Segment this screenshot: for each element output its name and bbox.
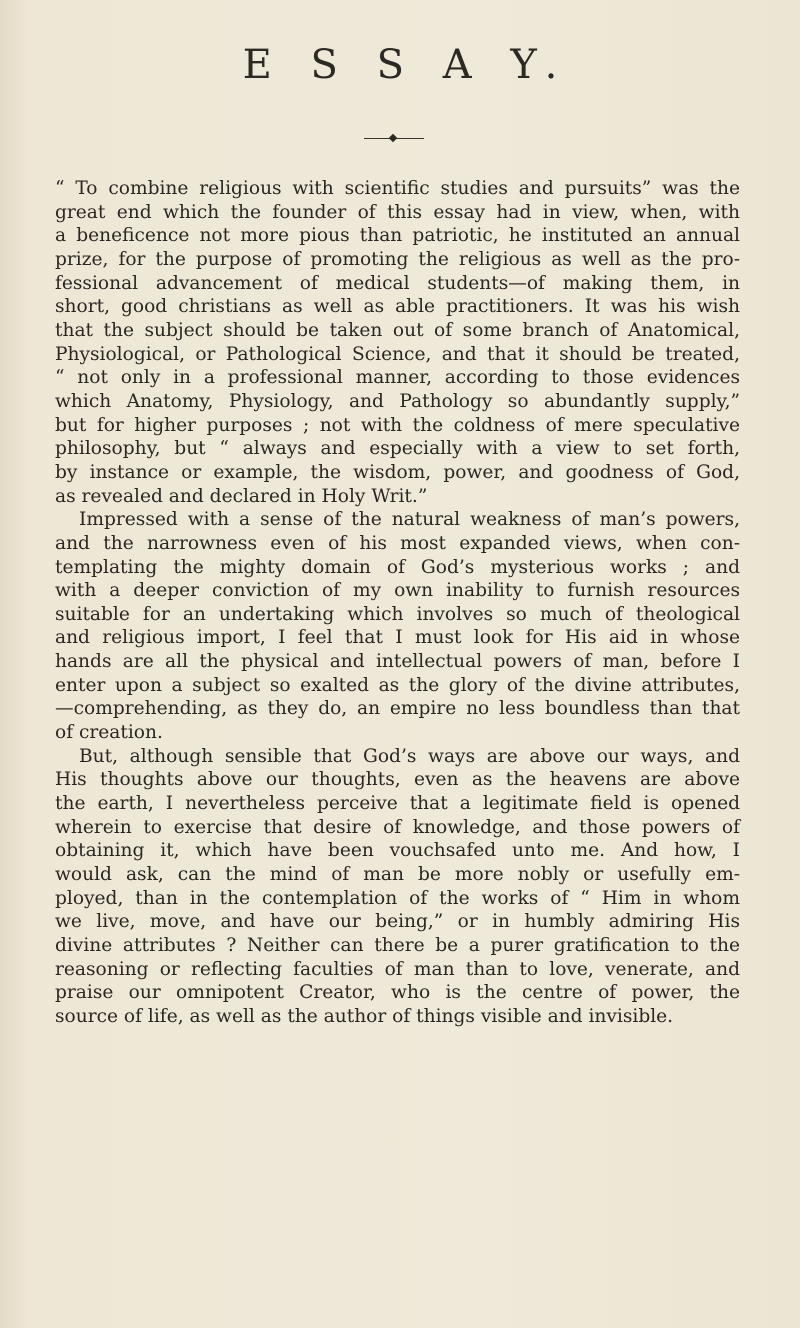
text-line: enter upon a subject so exalted as the glory of the divine attributes,: [55, 674, 740, 696]
title-ornament: [364, 134, 424, 144]
text-line: Physiological, or Pathological Science, and that it should be treated,: [55, 343, 740, 365]
text-line: wherein to exercise that desire of knowledge, and those powers of: [55, 816, 740, 838]
text-line: source of life, as well as the author of things visible and invisible.: [55, 1005, 674, 1027]
text-line: obtaining it, which have been vouchsafed unto me. And how, I: [55, 840, 740, 862]
text-line: praise our omnipotent Creator, who is the centre of power, the: [55, 982, 740, 1004]
text-line: His thoughts above our thoughts, even as the heavens are above: [55, 769, 740, 791]
text-line: a beneficence not more pious than patriotic, he instituted an annual: [55, 225, 740, 247]
text-line: we live, move, and have our being,” or in humbly admiring His: [55, 911, 740, 933]
text-line: hands are all the physical and intellectual powers of man, before I: [55, 651, 740, 673]
text-line: ployed, than in the contemplation of the works of “ Him in whom: [55, 887, 740, 909]
text-line: short, good christians as well as able practitioners. It was his wish: [55, 296, 740, 318]
text-line: that the subject should be taken out of some branch of Anatomical,: [55, 319, 740, 341]
text-line: and the narrowness even of his most expanded views, when con-: [55, 532, 740, 554]
text-line: suitable for an undertaking which involves so much of theological: [55, 603, 740, 625]
text-line: prize, for the purpose of promoting the religious as well as the pro-: [55, 248, 740, 270]
text-line: templating the mighty domain of God’s mysterious works ; and: [55, 556, 740, 578]
page-title: E S S A Y.: [242, 42, 571, 88]
text-line: which Anatomy, Physiology, and Pathology so abundantly supply,”: [55, 390, 740, 412]
text-line: would ask, can the mind of man be more nobly or usefully em-: [55, 864, 740, 886]
text-line: and religious import, I feel that I must look for His aid in whose: [55, 627, 740, 649]
text-line: “ not only in a professional manner, according to those evidences: [55, 367, 740, 389]
text-line: reasoning or reflecting faculties of man than to love, venerate, and: [55, 958, 740, 980]
diamond-icon: [389, 134, 397, 142]
text-line: of creation.: [55, 722, 163, 744]
text-line: but for higher purposes ; not with the coldness of mere speculative: [55, 414, 740, 436]
text-line: the earth, I nevertheless perceive that a legitimate field is opened: [55, 793, 740, 815]
text-line: “ To combine religious with scientific studies and pursuits” was the: [55, 178, 740, 199]
text-line: divine attributes ? Neither can there be a purer gratification to the: [55, 935, 740, 956]
text-line: fessional advancement of medical students—of making them, in: [55, 272, 740, 294]
essay-body: [55, 177, 740, 1029]
text-line: with a deeper conviction of my own inability to furnish resources: [55, 580, 740, 602]
text-line: by instance or example, the wisdom, power, and goodness of God,: [55, 461, 740, 483]
text-line: philosophy, but “ always and especially with a view to set forth,: [55, 438, 740, 460]
text-line: Impressed with a sense of the natural weakness of man’s powers,: [79, 509, 740, 531]
text-line: But, although sensible that God’s ways are above our ways, and: [79, 745, 740, 767]
text-line: great end which the founder of this essay had in view, when, with: [55, 201, 740, 223]
text-line: —comprehending, as they do, an empire no less boundless than that: [55, 698, 740, 720]
text-line: as revealed and declared in Holy Writ.”: [55, 485, 428, 507]
